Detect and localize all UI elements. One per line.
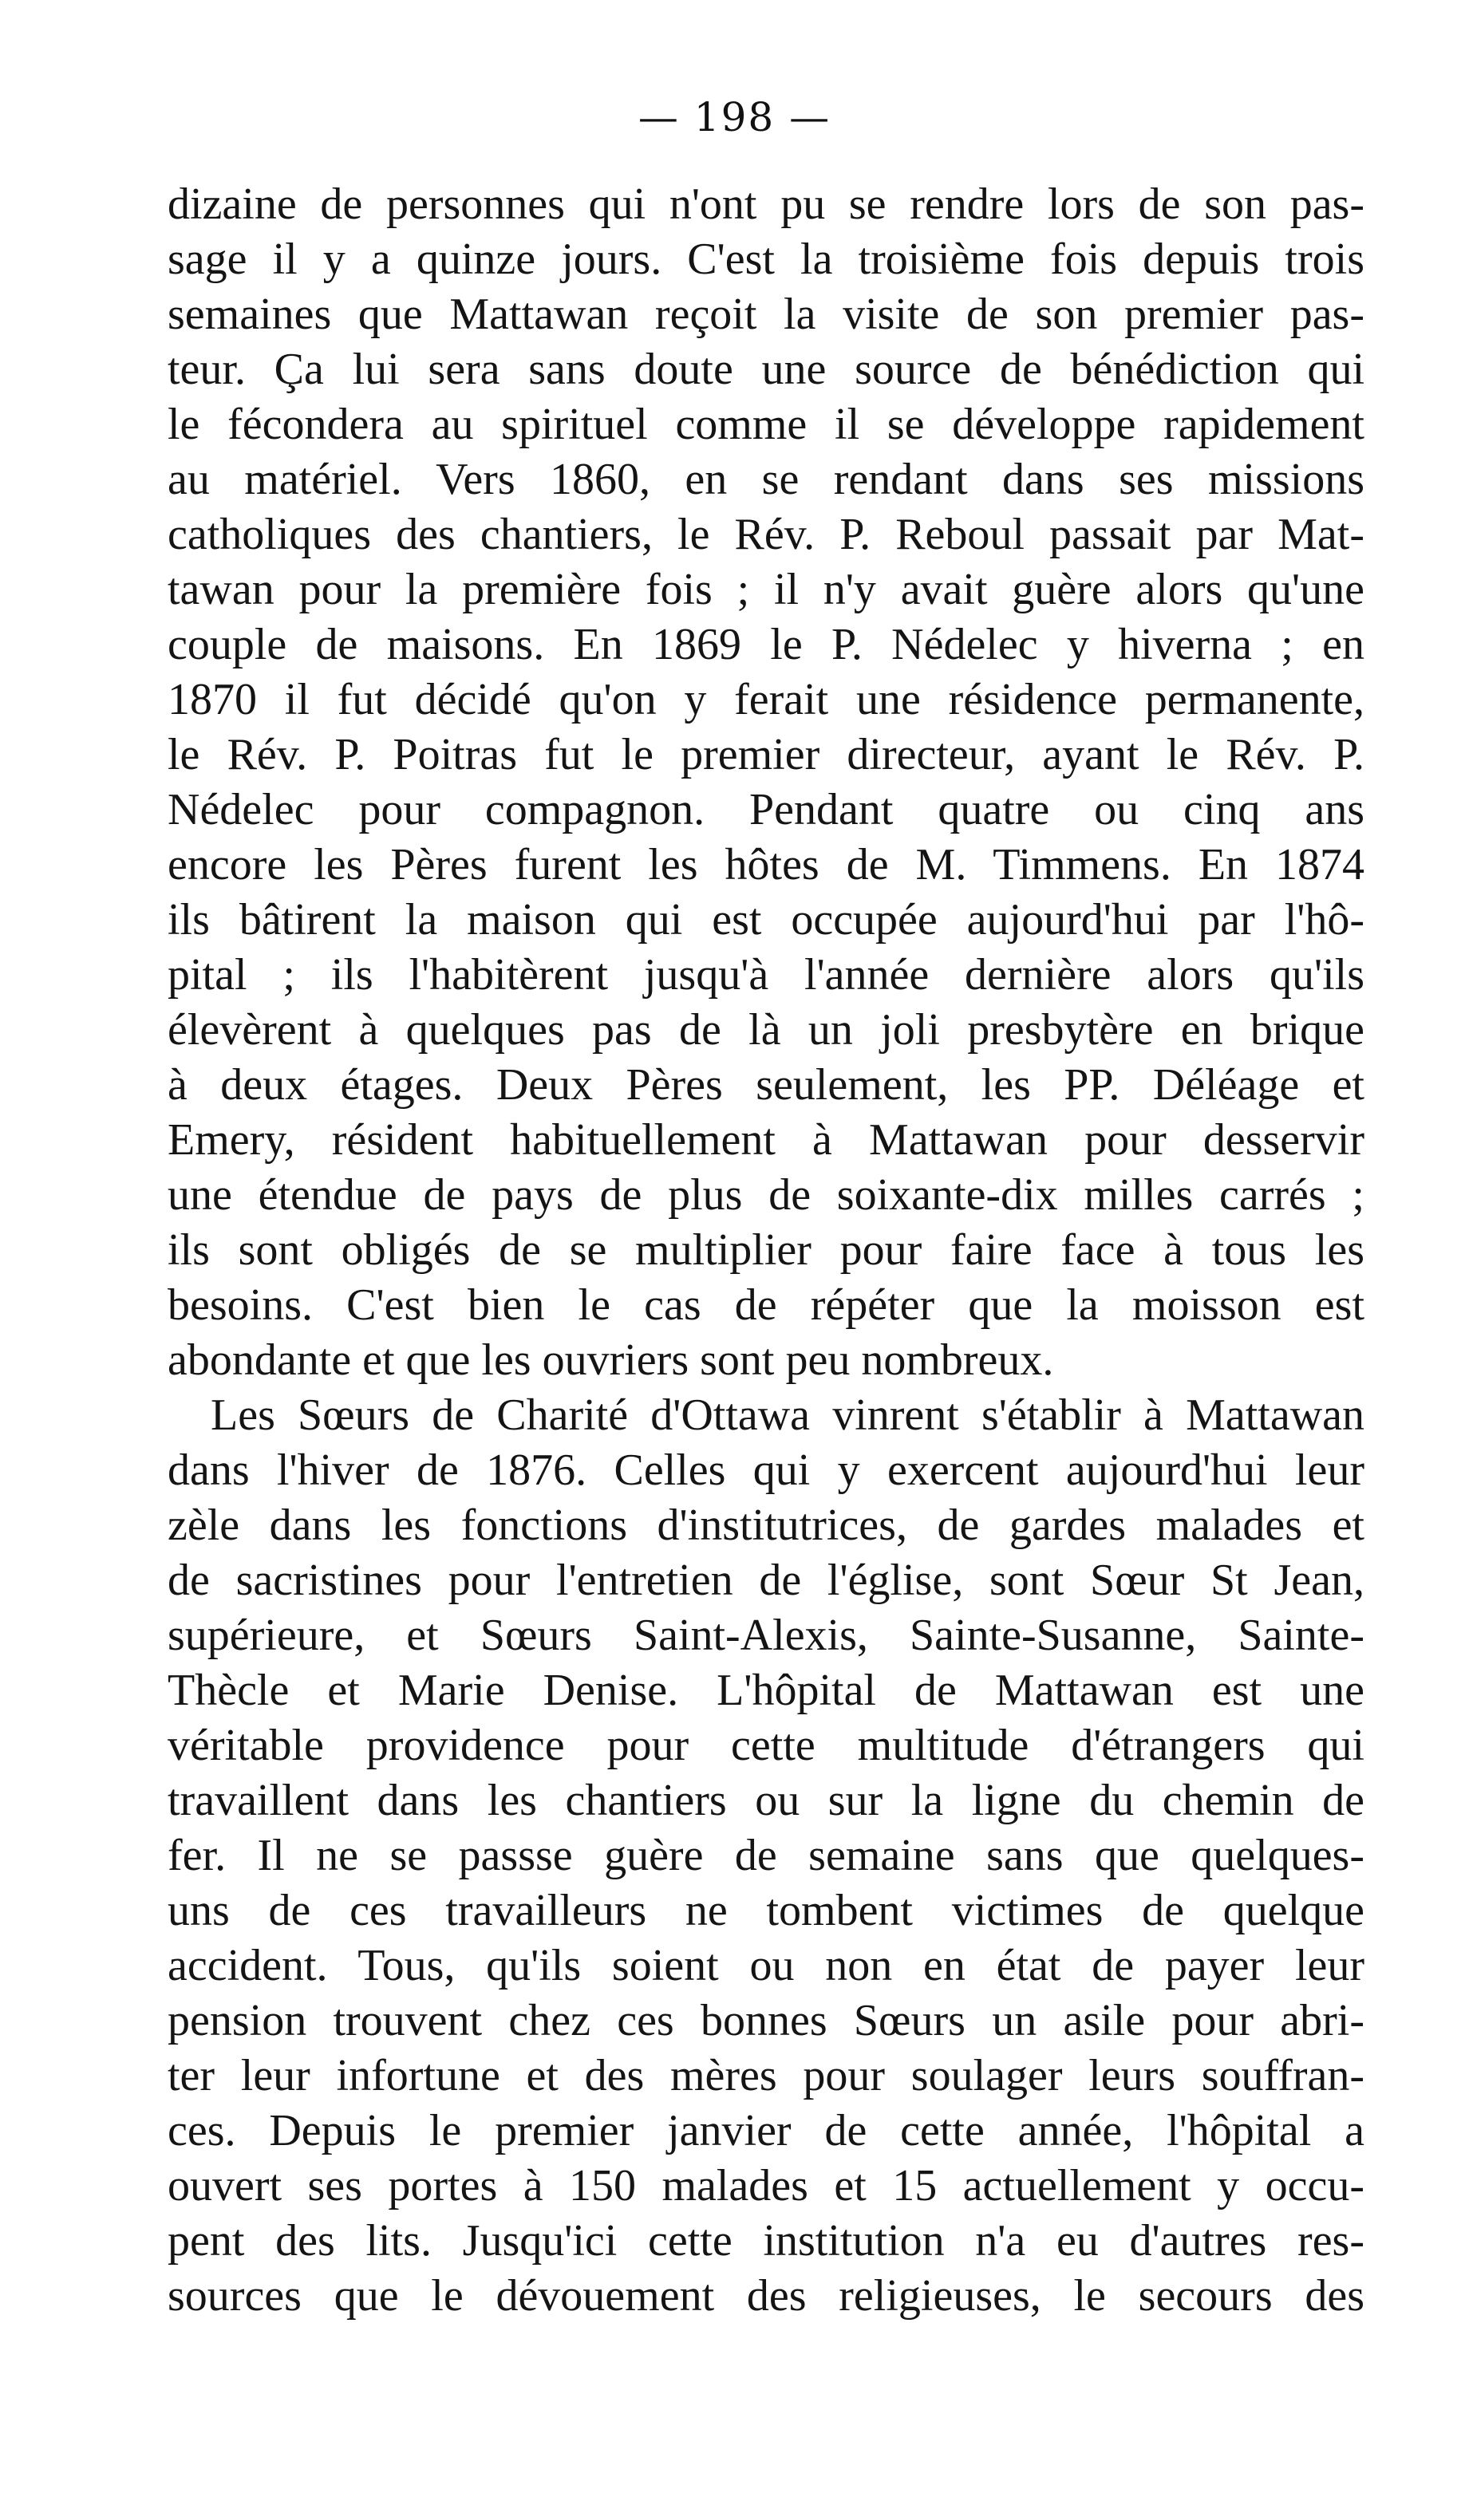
text-line: de sacristines pour l'entretien de l'église, sont Sœur St Jean, [168,1556,1364,1605]
text-line: fer. Il ne se passse guère de semaine sans que quelques- [168,1831,1364,1880]
text-line: sage il y a quinze jours. C'est la troisième fois depuis trois [168,235,1364,284]
text-line: ces. Depuis le premier janvier de cette année, l'hôpital a [168,2106,1364,2155]
text-line: teur. Ça lui sera sans doute une source de bénédiction qui [168,345,1364,394]
text-line: à deux étages. Deux Pères seulement, les PP. Déléage et [168,1060,1364,1110]
text-line: travaillent dans les chantiers ou sur la ligne du chemin de [168,1776,1364,1825]
text-line: Nédelec pour compagnon. Pendant quatre ou cinq ans [168,785,1364,834]
text-line: véritable providence pour cette multitude d'étrangers qui [168,1721,1364,1770]
text-line: au matériel. Vers 1860, en se rendant dans ses missions [168,455,1364,504]
text-line: zèle dans les fonctions d'institutrices, de gardes malades et [168,1501,1364,1550]
text-line: Thècle et Marie Denise. L'hôpital de Mattawan est une [168,1666,1364,1715]
text-line: dizaine de personnes qui n'ont pu se rendre lors de son pas- [168,179,1364,229]
text-line: uns de ces travailleurs ne tombent victimes de quelque [168,1886,1364,1935]
text-line: une étendue de pays de plus de soixante-dix milles carrés ; [168,1170,1364,1220]
text-line-paragraph-end: abondante et que les ouvriers sont peu nombreux. [168,1335,1054,1385]
page-number: — 198 — [638,94,831,140]
text-line: semaines que Mattawan reçoit la visite de son premier pas- [168,290,1364,339]
text-line: ils sont obligés de se multiplier pour faire face à tous les [168,1225,1364,1275]
body-text [168,177,1364,2324]
text-line: Emery, résident habituellement à Mattawan pour desservir [168,1115,1364,1165]
text-line-paragraph-start: Les Sœurs de Charité d'Ottawa vinrent s'établir à Mattawan [211,1390,1364,1440]
text-line: supérieure, et Sœurs Saint-Alexis, Sainte-Susanne, Sainte- [168,1611,1364,1660]
text-line: pent des lits. Jusqu'ici cette institution n'a eu d'autres res- [168,2216,1364,2266]
text-line: accident. Tous, qu'ils soient ou non en état de payer leur [168,1941,1364,1990]
text-line: catholiques des chantiers, le Rév. P. Reboul passait par Mat- [168,510,1364,559]
text-line: dans l'hiver de 1876. Celles qui y exercent aujourd'hui leur [168,1445,1364,1495]
text-line: 1870 il fut décidé qu'on y ferait une résidence permanente, [168,675,1364,724]
text-line: encore les Pères furent les hôtes de M. Timmens. En 1874 [168,840,1364,889]
text-line: tawan pour la première fois ; il n'y avait guère alors qu'une [168,565,1364,614]
text-line: pension trouvent chez ces bonnes Sœurs un asile pour abri- [168,1996,1364,2045]
text-line: le Rév. P. Poitras fut le premier directeur, ayant le Rév. P. [168,730,1364,779]
text-line: le fécondera au spirituel comme il se développe rapidement [168,400,1364,449]
text-line: sources que le dévouement des religieuses, le secours des [168,2271,1364,2321]
text-line: ils bâtirent la maison qui est occupée aujourd'hui par l'hô- [168,895,1364,945]
text-line: ter leur infortune et des mères pour soulager leurs souffran- [168,2051,1364,2100]
text-line: pital ; ils l'habitèrent jusqu'à l'année dernière alors qu'ils [168,950,1364,1000]
text-line: besoins. C'est bien le cas de répéter que la moisson est [168,1280,1364,1330]
text-line: ouvert ses portes à 150 malades et 15 actuellement y occu- [168,2161,1364,2210]
text-line: élevèrent à quelques pas de là un joli presbytère en brique [168,1005,1364,1055]
text-line: couple de maisons. En 1869 le P. Nédelec y hiverna ; en [168,620,1364,669]
